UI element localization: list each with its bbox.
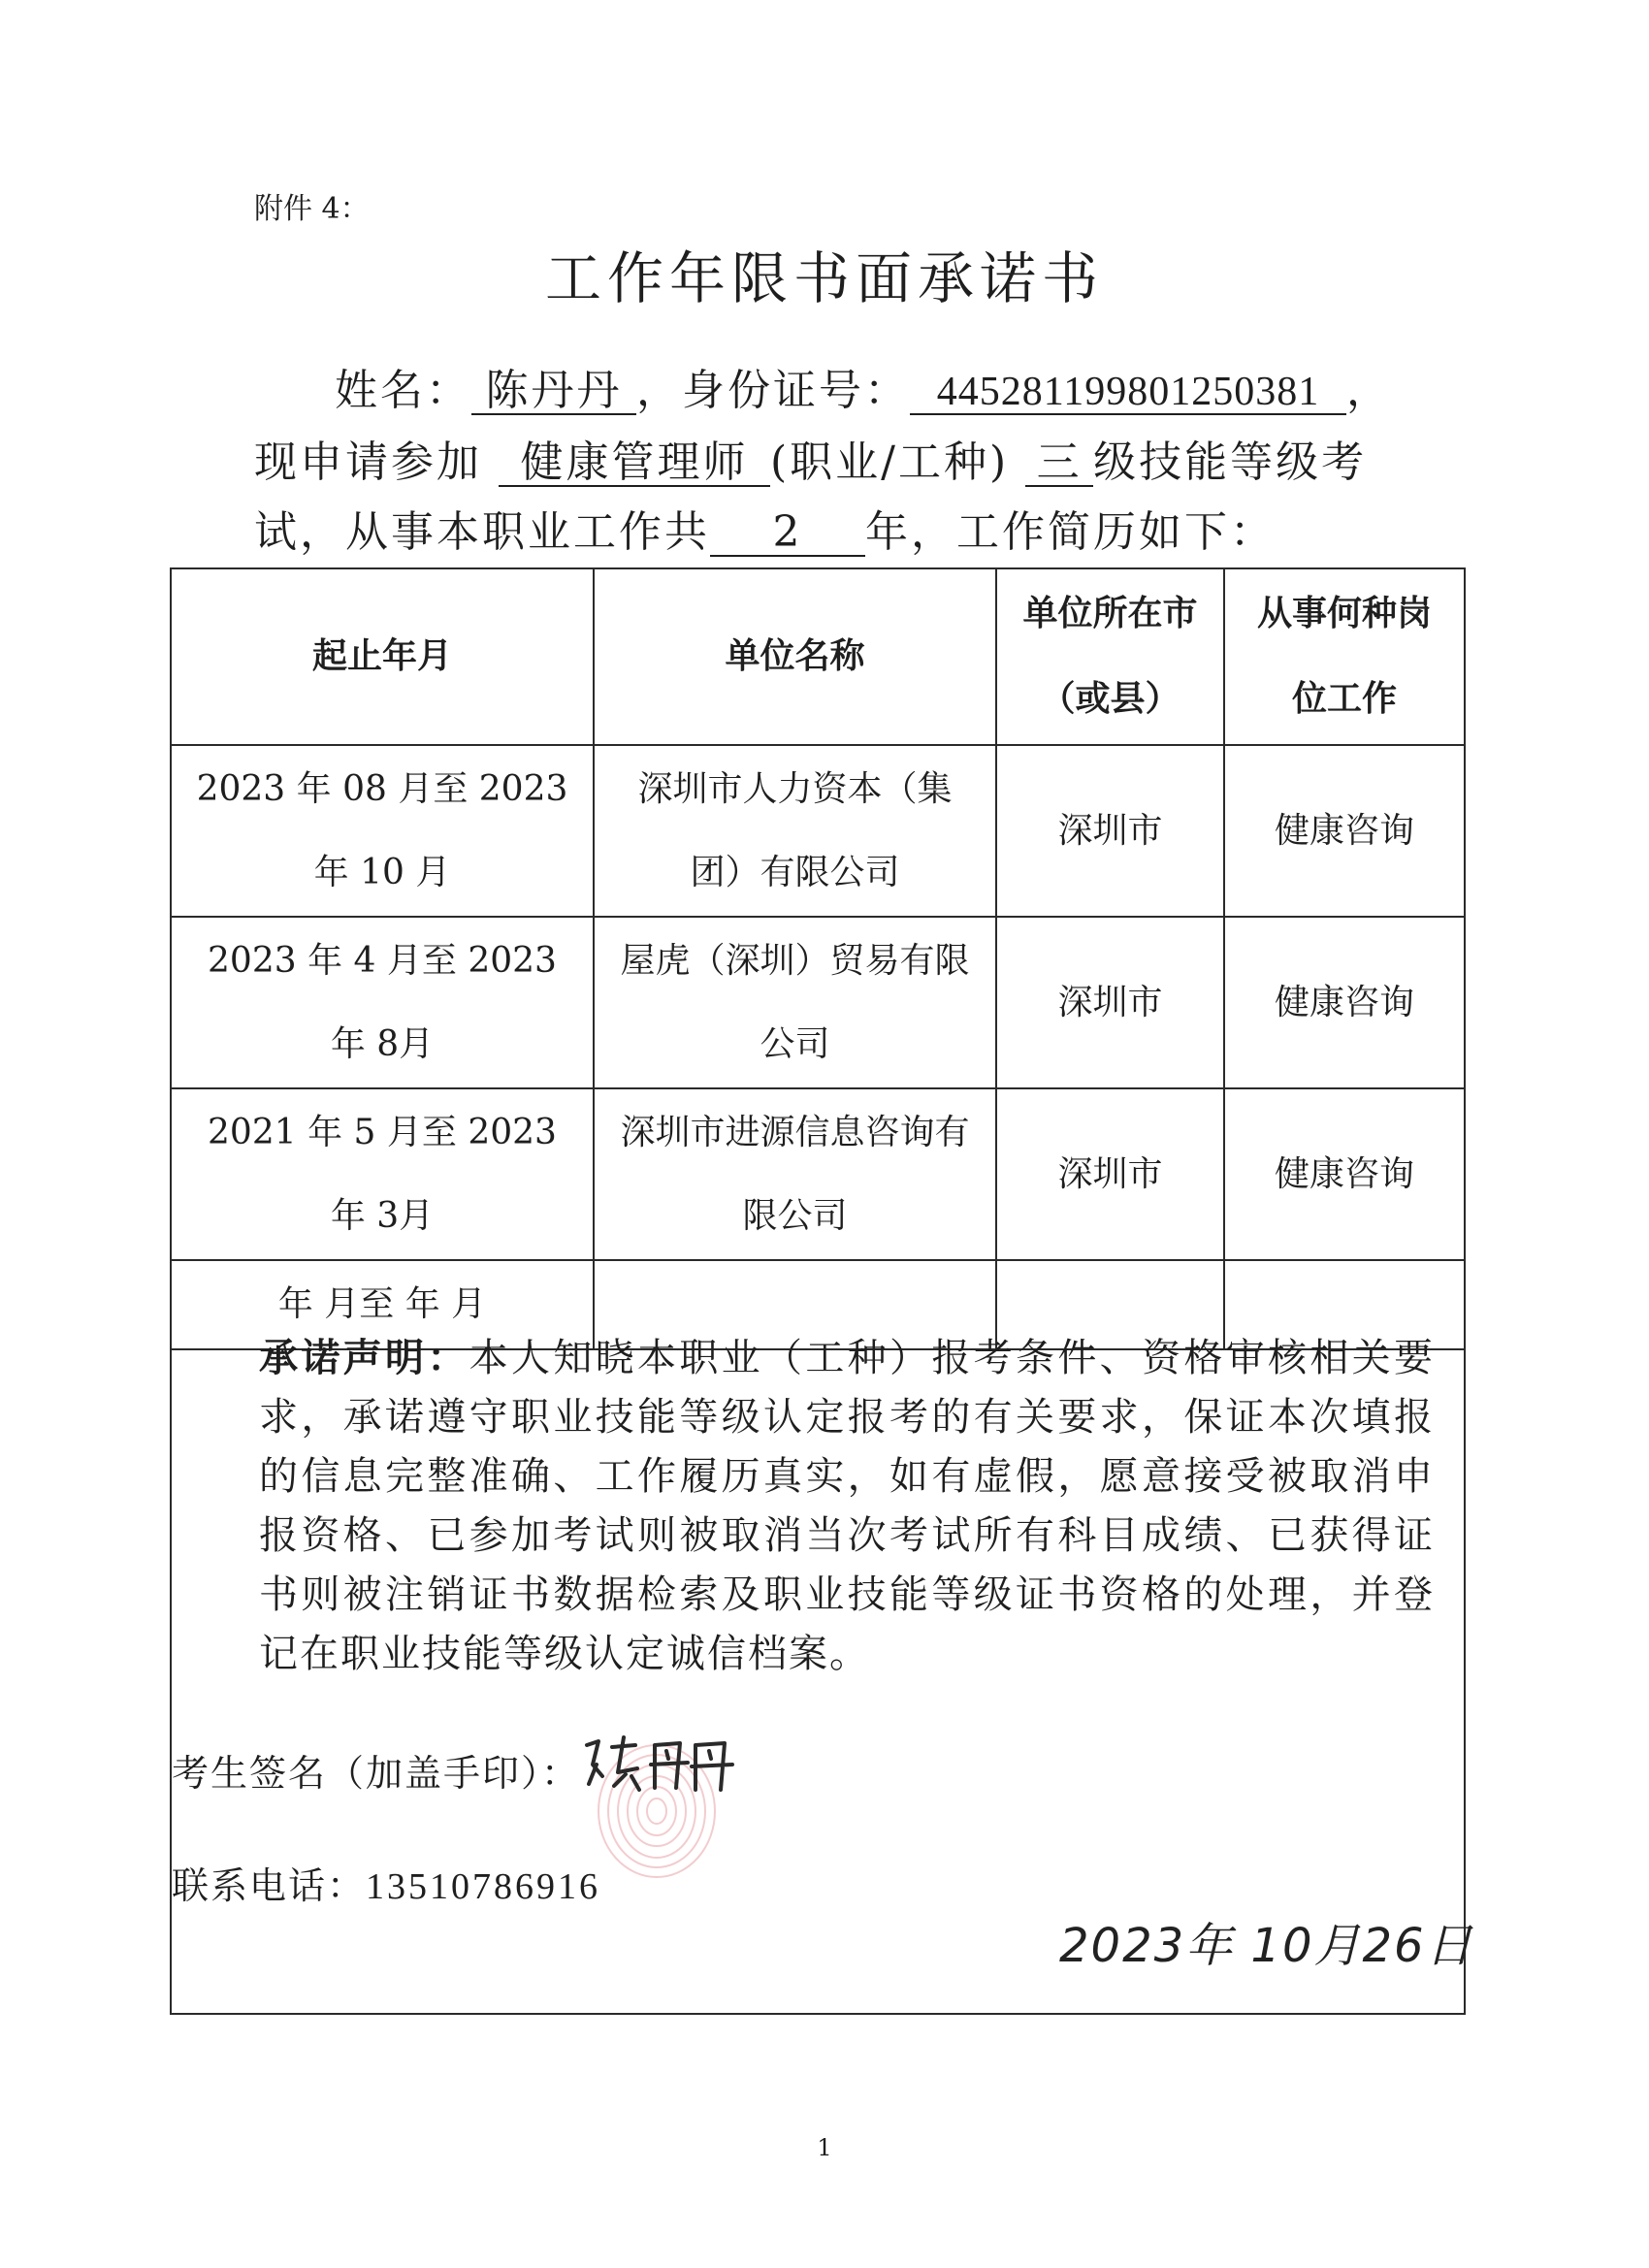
apply-label: 现申请参加 — [254, 437, 482, 487]
years-field[interactable]: 2 — [710, 510, 865, 557]
work-history-table — [172, 569, 1464, 1350]
attachment-label: 附件 4： — [254, 192, 370, 226]
page-number: 1 — [817, 2134, 832, 2161]
table-row — [172, 745, 1464, 917]
phone-row — [172, 1856, 600, 1909]
intro-line-1 — [335, 355, 1479, 417]
table-row — [172, 1088, 1464, 1260]
line3-start: 试，从事本职业工作共 — [254, 507, 710, 557]
cell-company[interactable]: 深圳市进源信息咨询有限公司 — [594, 1088, 996, 1260]
line1-end: ， — [1346, 366, 1392, 415]
statement-lead: 承诺声明： — [259, 1336, 469, 1380]
intro-line-2 — [254, 427, 1399, 489]
signature-label: 考生签名（加盖手印）： — [172, 1752, 581, 1795]
cell-post[interactable]: 健康咨询 — [1224, 745, 1464, 917]
id-label: ，身份证号： — [636, 366, 910, 415]
commitment-statement — [172, 1329, 1464, 1684]
cell-city[interactable]: 深圳市 — [996, 917, 1224, 1088]
statement-text: 本人知晓本职业（工种）报考条件、资格审核相关要求，承诺遵守职业技能等级认定报考的有关要求，保证本次填报的信息完整准确、工作履历真实，如有虚假，愿意接受被取消申报资格、已参加考试则被取消当次考试所有科目成绩、已获得证书则被注销证书数据检索及职业技能等级证书资格的处理，并登记在职业技能等级认定诚信档案。 — [259, 1336, 1436, 1676]
header-post: 从事何种岗位工作 — [1224, 569, 1464, 745]
job-field[interactable]: 健康管理师 — [499, 440, 770, 487]
cell-company[interactable]: 深圳市人力资本（集团）有限公司 — [594, 745, 996, 917]
name-label: 姓名： — [335, 366, 471, 415]
level-suffix: 级技能等级考 — [1093, 437, 1368, 487]
job-suffix: (职业/工种) — [770, 437, 1010, 487]
cell-city[interactable]: 深圳市 — [996, 1088, 1224, 1260]
name-field[interactable]: 陈丹丹 — [471, 369, 636, 415]
signature-row — [172, 1743, 580, 1797]
header-period: 起止年月 — [172, 569, 594, 745]
cell-company[interactable]: 屋虎（深圳）贸易有限公司 — [594, 917, 996, 1088]
phone-number[interactable]: 13510786916 — [366, 1866, 601, 1907]
cell-period[interactable]: 2021 年 5 月至 2023 年 3月 — [172, 1088, 594, 1260]
intro-line-3 — [254, 497, 1399, 559]
id-number-field[interactable]: 445281199801250381 — [910, 371, 1346, 415]
handwritten-signature — [579, 1726, 754, 1813]
cell-period[interactable]: 2023 年 08 月至 2023 年 10 月 — [172, 745, 594, 917]
level-field[interactable]: 三 — [1025, 440, 1093, 487]
cell-period[interactable]: 2023 年 4 月至 2023 年 8月 — [172, 917, 594, 1088]
cell-period[interactable]: 年 月至 年 月 — [172, 1260, 594, 1349]
header-city: 单位所在市（或县） — [996, 569, 1224, 745]
document-title: 工作年限书面承诺书 — [544, 245, 1104, 311]
cell-city[interactable]: 深圳市 — [996, 745, 1224, 917]
cell-post[interactable]: 健康咨询 — [1224, 1088, 1464, 1260]
header-company: 单位名称 — [594, 569, 996, 745]
table-header-row — [172, 569, 1464, 745]
table-row — [172, 917, 1464, 1088]
phone-label: 联系电话： — [172, 1864, 367, 1907]
form-box — [170, 567, 1474, 2015]
handwritten-date: 2023年 10月26日 — [1059, 1919, 1474, 1973]
line3-end: 年，工作简历如下： — [865, 507, 1276, 557]
cell-post[interactable]: 健康咨询 — [1224, 917, 1464, 1088]
